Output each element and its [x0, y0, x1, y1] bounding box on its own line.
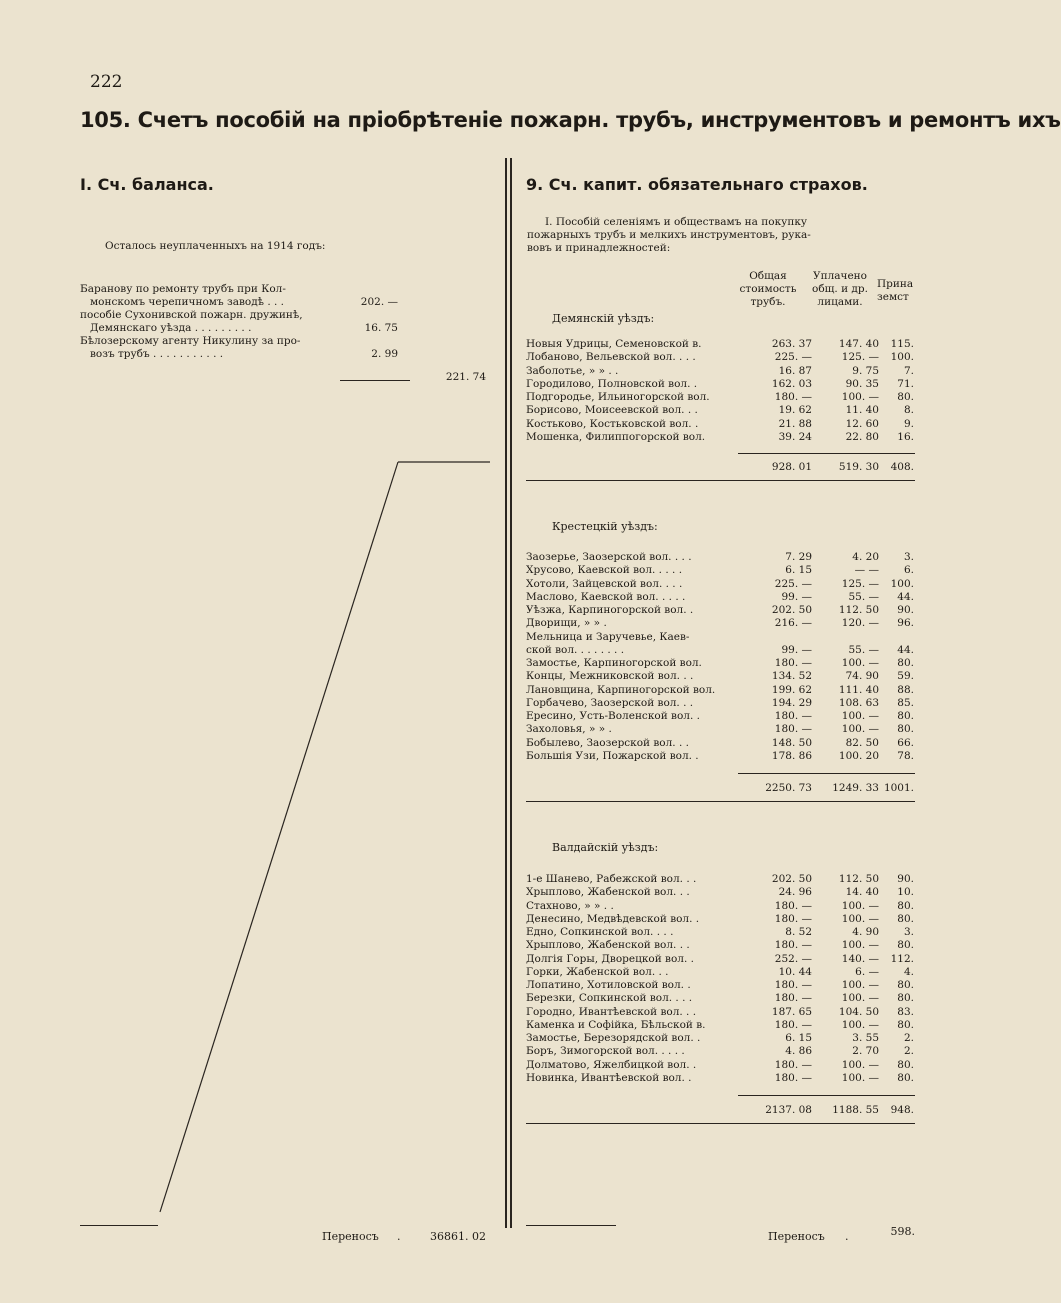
row-locality: Долматово, Яжелбицкой вол. .: [526, 1058, 697, 1071]
district-title: Валдайскій уѣздъ:: [552, 841, 659, 854]
left-bottom-rule: [80, 1225, 158, 1226]
total-col2: 1249. 33: [832, 782, 879, 794]
row-zemstvo: 80.: [897, 1071, 914, 1084]
header-col-1: [733, 270, 803, 309]
total-row: [526, 782, 915, 795]
row-locality: Большія Узи, Пожарской вол. .: [526, 749, 699, 762]
row-paid: 100. —: [841, 391, 879, 403]
row-locality: Захоловья, » » .: [526, 723, 612, 736]
row-paid: 100. —: [841, 710, 879, 722]
row-paid: — —: [854, 564, 879, 577]
district-table: [526, 873, 915, 1085]
row-locality: Хрыплово, Жабенской вол. . .: [526, 886, 690, 899]
table-rule: [526, 480, 915, 481]
row-total-cost: 263. 37: [771, 338, 812, 350]
row-zemstvo: 80.: [897, 723, 914, 736]
table-row: [526, 1059, 915, 1072]
left-transfer-label: Переносъ: [322, 1230, 379, 1243]
table-row: [526, 617, 915, 630]
row-zemstvo: 112.: [890, 952, 914, 965]
row-locality: Костьково, Костьковской вол. .: [526, 417, 699, 430]
row-locality: Едно, Сопкинской вол. . . .: [526, 926, 674, 938]
row-total-cost: 7. 29: [785, 551, 812, 563]
table-row: [526, 953, 915, 966]
table-row: [526, 1072, 915, 1085]
row-total-cost: 180. —: [774, 1071, 812, 1084]
row-locality: Лопатино, Хотиловской вол. .: [526, 979, 691, 991]
row-total-cost: 16. 87: [778, 364, 812, 377]
row-zemstvo: 80.: [897, 657, 914, 669]
row-locality: Заозерье, Заозерской вол. . . .: [526, 551, 692, 563]
row-zemstvo: 80.: [897, 391, 914, 403]
row-locality: Денесино, Медвѣдевской вол. .: [526, 912, 700, 925]
table-row: [526, 578, 915, 591]
row-locality: Боръ, Зимогорской вол. . . . .: [526, 1045, 685, 1058]
header-col-3: [877, 278, 915, 304]
row-zemstvo: 80.: [897, 912, 914, 925]
row-paid: 100. —: [841, 912, 879, 925]
row-total-cost: 187. 65: [771, 1005, 812, 1018]
row-total-cost: 202. 50: [771, 873, 812, 885]
entry-amount: 2. 99: [371, 348, 398, 360]
row-paid: 140. —: [841, 952, 879, 965]
left-transfer-amount: 36861. 02: [430, 1230, 486, 1243]
district-total: [526, 1104, 915, 1118]
row-total-cost: 134. 52: [771, 670, 812, 683]
header-line: земст: [877, 291, 909, 303]
row-locality: Городно, Ивантѣевской вол. . .: [526, 1005, 697, 1018]
row-locality: Концы, Межниковской вол. . .: [526, 670, 694, 683]
district-table: [526, 551, 915, 763]
table-row: [526, 391, 915, 404]
total-col3: 408.: [890, 461, 914, 473]
header-line: Общая: [749, 270, 787, 282]
row-locality: Хрусово, Каевской вол. . . . .: [526, 564, 683, 577]
header-col-2: [804, 270, 876, 309]
row-zemstvo: 96.: [897, 617, 914, 630]
table-row: [526, 657, 915, 670]
row-total-cost: 180. —: [774, 723, 812, 736]
total-col3: 1001.: [883, 782, 914, 794]
row-total-cost: 162. 03: [771, 377, 812, 390]
row-paid: 4. 20: [852, 551, 879, 563]
left-subtitle: Осталось неуплаченныхъ на 1914 годъ:: [105, 240, 326, 252]
table-row: [526, 992, 915, 1005]
table-row: [526, 551, 915, 564]
row-zemstvo: 6.: [903, 564, 914, 577]
table-row: [526, 378, 915, 391]
row-paid: 125. —: [841, 577, 879, 590]
row-total-cost: 225. —: [774, 577, 812, 590]
row-total-cost: 180. —: [774, 710, 812, 722]
row-zemstvo: 8.: [903, 404, 914, 417]
row-locality: Замостье, Карпиногорской вол.: [526, 657, 702, 669]
row-paid: 2. 70: [852, 1045, 879, 1058]
row-total-cost: 252. —: [774, 952, 812, 965]
row-paid: 104. 50: [838, 1005, 879, 1018]
table-row: [526, 431, 915, 444]
right-transfer-label: Переносъ: [768, 1230, 825, 1243]
table-rule: [738, 1095, 915, 1096]
row-paid: 100. —: [841, 1071, 879, 1084]
entry-amount: 202. —: [360, 296, 398, 308]
row-locality: Березки, Сопкинской вол. . . .: [526, 992, 693, 1005]
table-row: [526, 886, 915, 899]
total-col2: 1188. 55: [832, 1104, 879, 1116]
row-zemstvo: 10.: [897, 886, 914, 899]
district-total: [526, 782, 915, 796]
right-bottom-rule: [526, 1225, 616, 1226]
table-row: [526, 697, 915, 710]
table-row: [526, 939, 915, 952]
row-total-cost: 180. —: [774, 657, 812, 669]
row-locality: Долгія Горы, Дворецкой вол. .: [526, 952, 694, 965]
table-row: [526, 418, 915, 431]
row-locality: Ересино, Усть-Воленской вол. .: [526, 710, 700, 722]
row-zemstvo: 71.: [897, 377, 914, 390]
row-locality: Лановщина, Карпиногорской вол.: [526, 683, 716, 696]
row-paid: 6. —: [855, 965, 879, 978]
row-paid: 22. 80: [845, 430, 879, 443]
right-transfer-amount: 598.: [890, 1225, 915, 1238]
row-total-cost: 216. —: [774, 617, 812, 630]
entry-line: Бѣлозерскому агенту Никулину за про-: [80, 335, 301, 347]
row-zemstvo: 80.: [897, 1018, 914, 1031]
row-total-cost: 21. 88: [778, 417, 812, 430]
row-locality: Новыя Удрицы, Семеновской в.: [526, 338, 702, 350]
row-zemstvo: 88.: [897, 683, 914, 696]
left-total: 221. 74: [445, 371, 486, 383]
row-zemstvo: 80.: [897, 899, 914, 912]
row-total-cost: 180. —: [774, 912, 812, 925]
table-row: [526, 1032, 915, 1045]
row-paid: 100. —: [841, 1058, 879, 1071]
header-line: трубъ.: [750, 296, 786, 308]
row-paid: 147. 40: [838, 338, 879, 350]
row-zemstvo: 80.: [897, 939, 914, 952]
row-paid: 112. 50: [838, 873, 879, 885]
table-row: [526, 750, 915, 763]
row-paid: 111. 40: [838, 683, 879, 696]
row-locality: Маслово, Каевской вол. . . . .: [526, 590, 686, 603]
intro-line: I. Пособій селеніямъ и обществамъ на покупку: [545, 216, 808, 228]
table-row: [526, 979, 915, 992]
row-paid: 4. 90: [852, 926, 879, 938]
page-title: 105. Счетъ пособій на пріобрѣтеніе пожарн. трубъ, инструментовъ и ремонтъ ихъ: [80, 108, 1061, 132]
intro-line: пожарныхъ трубъ и мелкихъ инструментовъ, рука-: [527, 229, 811, 241]
total-col1: 2250. 73: [765, 782, 812, 794]
row-locality: Горбачево, Заозерской вол. . .: [526, 696, 694, 709]
row-paid: 11. 40: [845, 404, 879, 417]
row-total-cost: 4. 86: [785, 1045, 812, 1058]
table-row: [526, 604, 915, 617]
row-zemstvo: 83.: [897, 1005, 914, 1018]
row-total-cost: 6. 15: [785, 1032, 812, 1044]
row-total-cost: 180. —: [774, 939, 812, 952]
row-total-cost: 6. 15: [785, 564, 812, 577]
row-zemstvo: 80.: [897, 1058, 914, 1071]
table-row: [526, 684, 915, 697]
row-paid: 90. 35: [845, 377, 879, 390]
district-title: Крестецкій уѣздъ:: [552, 520, 658, 533]
row-paid: 112. 50: [838, 604, 879, 616]
header-line: стоимость: [739, 283, 797, 295]
row-zemstvo: 85.: [897, 696, 914, 709]
row-zemstvo: 44.: [897, 590, 914, 603]
table-rule: [526, 801, 915, 802]
row-zemstvo: 2.: [903, 1032, 914, 1044]
table-row: [526, 351, 915, 364]
total-col3: 948.: [890, 1104, 914, 1116]
row-paid: 14. 40: [845, 886, 879, 899]
row-total-cost: 180. —: [774, 391, 812, 403]
table-row: [526, 644, 915, 657]
row-paid: 82. 50: [845, 736, 879, 749]
table-row: [526, 631, 915, 644]
table-row: [526, 926, 915, 939]
total-col1: 928. 01: [771, 461, 812, 473]
row-locality: ской вол. . . . . . . .: [526, 643, 625, 656]
table-rule: [738, 773, 915, 774]
header-line: Уплачено: [813, 270, 867, 282]
row-total-cost: 180. —: [774, 899, 812, 912]
row-locality: Подгородье, Ильиногорской вол.: [526, 391, 710, 403]
row-paid: 100. —: [841, 1018, 879, 1031]
table-row: [526, 670, 915, 683]
district-title: Демянскій уѣздъ:: [552, 312, 655, 325]
row-locality: Каменка и Софійка, Бѣльской в.: [526, 1018, 706, 1031]
table-row: [526, 1006, 915, 1019]
row-locality: Стахново, » » . .: [526, 899, 614, 912]
row-paid: 100. —: [841, 657, 879, 669]
row-locality: 1-е Шанево, Рабежской вол. . .: [526, 873, 697, 885]
table-row: [526, 737, 915, 750]
district-total: [526, 461, 915, 475]
table-rule: [738, 453, 915, 454]
row-locality: Лобаново, Вельевской вол. . . .: [526, 351, 696, 364]
row-total-cost: 19. 62: [778, 404, 812, 417]
total-row: [526, 1104, 915, 1117]
page-number: 222: [90, 72, 123, 92]
row-paid: 100. —: [841, 723, 879, 736]
row-locality: Мошенка, Филиппогорской вол.: [526, 430, 706, 443]
row-locality: Новинка, Ивантѣевской вол. .: [526, 1071, 692, 1084]
row-paid: 120. —: [841, 617, 879, 630]
right-intro: [527, 216, 907, 255]
row-locality: Заболотье, » » . .: [526, 364, 619, 377]
row-total-cost: 148. 50: [771, 736, 812, 749]
table-row: [526, 900, 915, 913]
row-zemstvo: 9.: [903, 417, 914, 430]
table-row: [526, 591, 915, 604]
row-paid: 74. 90: [845, 670, 879, 683]
row-locality: Замостье, Березорядской вол. .: [526, 1032, 701, 1044]
row-locality: Мельница и Заручевье, Каев-: [526, 630, 690, 643]
row-locality: Уѣзжа, Карпиногорской вол. .: [526, 604, 694, 616]
row-total-cost: 180. —: [774, 992, 812, 1005]
table-row: [526, 1019, 915, 1032]
row-locality: Хрыплово, Жабенской вол. . .: [526, 939, 690, 952]
row-locality: Городилово, Полновской вол. .: [526, 377, 698, 390]
row-zemstvo: 16.: [897, 430, 914, 443]
row-zemstvo: 78.: [897, 749, 914, 762]
row-zemstvo: 2.: [903, 1045, 914, 1058]
table-row: [526, 723, 915, 736]
table-row: [526, 966, 915, 979]
row-locality: Бобылево, Заозерской вол. . .: [526, 736, 689, 749]
row-zemstvo: 4.: [903, 965, 914, 978]
entry-amount: 16. 75: [364, 322, 398, 334]
table-row: [526, 338, 915, 351]
table-row: [526, 873, 915, 886]
intro-line: вовъ и принадлежностей:: [527, 242, 671, 254]
table-row: [526, 365, 915, 378]
row-total-cost: 99. —: [781, 590, 812, 603]
entry-line: пособіе Сухонивской пожарн. дружинѣ,: [80, 309, 303, 321]
row-paid: 108. 63: [838, 696, 879, 709]
row-locality: Борисово, Моисеевской вол. . .: [526, 404, 698, 417]
total-col1: 2137. 08: [765, 1104, 812, 1116]
row-zemstvo: 80.: [897, 710, 914, 722]
row-paid: 9. 75: [852, 364, 879, 377]
row-locality: Горки, Жабенской вол. . .: [526, 965, 669, 978]
row-zemstvo: 115.: [890, 338, 914, 350]
row-paid: 100. 20: [838, 749, 879, 762]
entry-line: возъ трубъ . . . . . . . . . . .: [90, 348, 224, 360]
row-zemstvo: 7.: [903, 364, 914, 377]
row-zemstvo: 80.: [897, 992, 914, 1005]
table-row: [526, 913, 915, 926]
row-total-cost: 178. 86: [771, 749, 812, 762]
row-zemstvo: 59.: [897, 670, 914, 683]
row-total-cost: 24. 96: [778, 886, 812, 899]
district-table: [526, 338, 915, 448]
row-paid: 100. —: [841, 939, 879, 952]
row-paid: 3. 55: [852, 1032, 879, 1044]
header-line: лицами.: [817, 296, 863, 308]
header-line: общ. и др.: [812, 283, 868, 295]
row-zemstvo: 100.: [890, 577, 914, 590]
row-paid: 100. —: [841, 899, 879, 912]
row-locality: Дворищи, » » .: [526, 617, 607, 630]
row-total-cost: 39. 24: [778, 430, 812, 443]
table-row: [526, 404, 915, 417]
table-row: [526, 1045, 915, 1058]
row-total-cost: 225. —: [774, 351, 812, 364]
total-col2: 519. 30: [838, 461, 879, 473]
right-transfer-dot: .: [845, 1230, 849, 1243]
row-zemstvo: 80.: [897, 979, 914, 991]
entry-line: Баранову по ремонту трубъ при Кол-: [80, 283, 286, 295]
table-rule: [526, 1123, 915, 1124]
row-paid: 125. —: [841, 351, 879, 364]
row-total-cost: 180. —: [774, 1058, 812, 1071]
row-paid: 100. —: [841, 992, 879, 1005]
left-transfer-dot: .: [397, 1230, 401, 1243]
row-total-cost: 194. 29: [771, 696, 812, 709]
row-total-cost: 8. 52: [785, 926, 812, 938]
row-zemstvo: 66.: [897, 736, 914, 749]
row-zemstvo: 90.: [897, 873, 914, 885]
row-zemstvo: 100.: [890, 351, 914, 364]
row-zemstvo: 3.: [903, 926, 914, 938]
row-total-cost: 180. —: [774, 1018, 812, 1031]
row-paid: 55. —: [848, 643, 879, 656]
row-zemstvo: 44.: [897, 643, 914, 656]
entry-line: Демянскаго уѣзда . . . . . . . . .: [90, 322, 252, 334]
row-total-cost: 199. 62: [771, 683, 812, 696]
row-total-cost: 180. —: [774, 979, 812, 991]
header-line: Прина: [877, 278, 914, 290]
row-total-cost: 10. 44: [778, 965, 812, 978]
right-section-title: 9. Сч. капит. обязательнаго страхов.: [526, 175, 868, 194]
table-row: [526, 564, 915, 577]
entry-line: монскомъ черепичномъ заводѣ . . .: [90, 296, 285, 308]
row-total-cost: 99. —: [781, 643, 812, 656]
left-section-title: I. Сч. баланса.: [80, 175, 214, 194]
table-row: [526, 710, 915, 723]
row-total-cost: 202. 50: [771, 604, 812, 616]
total-row: [526, 461, 915, 474]
row-paid: 100. —: [841, 979, 879, 991]
row-zemstvo: 90.: [897, 604, 914, 616]
row-paid: 12. 60: [845, 417, 879, 430]
row-zemstvo: 3.: [903, 551, 914, 563]
row-paid: 55. —: [848, 590, 879, 603]
row-locality: Хотоли, Зайцевской вол. . . .: [526, 577, 683, 590]
